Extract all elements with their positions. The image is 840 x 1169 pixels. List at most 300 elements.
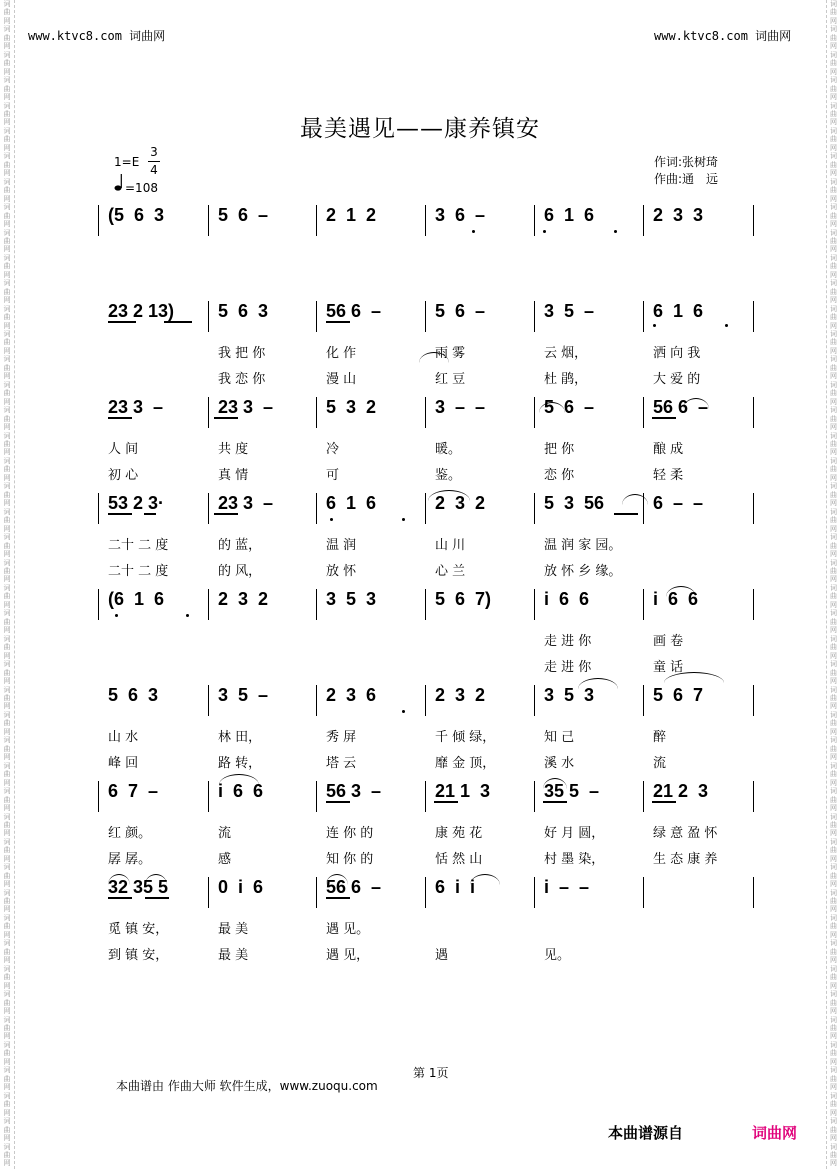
measure: 3 6 – [435, 205, 486, 225]
watermark-glyph: 词 曲 网 [830, 482, 837, 508]
watermark-glyph: 词 曲 网 [830, 406, 837, 432]
site-name-left: 词曲网 [129, 29, 166, 43]
beam-underline [108, 321, 136, 323]
watermark-glyph: 词 曲 网 [3, 482, 11, 508]
lyric-segment: 童 话 [653, 660, 684, 675]
left-watermark-strip [0, 0, 15, 1169]
watermark-glyph: 词 曲 网 [3, 583, 11, 609]
lyric-segment: 见。 [544, 948, 571, 963]
bar-line [534, 397, 535, 428]
bar-line [425, 589, 426, 620]
watermark-glyph: 词 曲 网 [830, 152, 837, 178]
measure: 3 – – [435, 397, 486, 417]
watermark-glyph: 词 曲 网 [830, 939, 837, 965]
watermark-glyph: 词 曲 网 [3, 964, 11, 990]
lyric-line [100, 848, 760, 867]
watermark-glyph: 词 曲 网 [830, 1117, 837, 1142]
lyric-segment: 共 度 [218, 442, 249, 457]
watermark-glyph: 词 曲 网 [3, 1015, 11, 1041]
page-number: 第 1页 [413, 1066, 449, 1080]
bar-line [753, 493, 754, 524]
bar-line [316, 397, 317, 428]
lyric-segment: 人 间 [108, 442, 139, 457]
key-signature: 1=E [114, 155, 140, 169]
bar-line [208, 685, 209, 716]
bar-line [643, 589, 644, 620]
watermark-glyph: 词 曲 网 [830, 812, 837, 838]
measure: 5 6 7) [435, 589, 492, 609]
watermark-glyph: 词 曲 网 [3, 330, 11, 355]
lyric-segment: 觅 镇 安， [108, 922, 169, 937]
lyric-segment: 温 润 家 园。 [544, 538, 622, 553]
measure: 35 5 – [544, 781, 600, 801]
watermark-glyph: 词 曲 网 [830, 355, 837, 381]
watermark-glyph: 词 曲 网 [3, 914, 11, 939]
watermark-glyph: 词 曲 网 [3, 1066, 11, 1092]
lyric-segment: 到 镇 安， [108, 948, 169, 963]
watermark-glyph: 词 曲 网 [3, 507, 11, 533]
bar-line [643, 205, 644, 236]
watermark-glyph: 词 曲 网 [830, 1041, 837, 1066]
lyric-segment: 恬 然 山 [435, 852, 483, 867]
watermark-glyph: 词 曲 网 [830, 279, 837, 305]
lyric-segment: 流 [218, 826, 232, 841]
watermark-glyph: 词 曲 网 [3, 228, 11, 254]
watermark-glyph: 词 曲 网 [830, 507, 837, 533]
bar-line [208, 589, 209, 620]
watermark-glyph: 词 曲 网 [830, 330, 837, 355]
measure: i – – [544, 877, 590, 897]
lyric-segment: 杜 鹃， [544, 372, 588, 387]
watermark-glyph: 词 曲 网 [830, 1066, 837, 1092]
watermark-glyph: 词 曲 网 [830, 431, 837, 457]
measure: 3 5 3 [326, 589, 377, 609]
lyric-segment: 云 烟， [544, 346, 588, 361]
lyric-segment: 走 进 你 [544, 634, 592, 649]
watermark-glyph: 词 曲 网 [3, 837, 11, 863]
lyric-segment: 遇 [435, 948, 449, 963]
time-signature-line [148, 161, 160, 162]
lyric-segment: 放 怀 乡 缘。 [544, 564, 622, 579]
lyric-segment: 生 态 康 养 [653, 852, 718, 867]
octave-dot [402, 710, 405, 713]
measure: 5 6 – [218, 205, 269, 225]
lyric-segment: 心 兰 [435, 564, 466, 579]
watermark-glyph: 词 曲 网 [3, 253, 11, 279]
measure: 6 – – [653, 493, 704, 513]
bar-line [425, 781, 426, 812]
lyric-line [100, 630, 760, 649]
lyric-segment: 连 你 的 [326, 826, 374, 841]
bar-line [208, 877, 209, 908]
lyric-segment: 酿 成 [653, 442, 684, 457]
lyric-segment: 秀 屏 [326, 730, 357, 745]
beam-underline [108, 897, 132, 899]
measure: 2 3 2 [218, 589, 269, 609]
bar-line [534, 493, 535, 524]
quarter-note-icon [114, 172, 124, 192]
measure: i 6 6 [218, 781, 264, 801]
watermark-glyph: 词 曲 网 [3, 380, 11, 406]
watermark-glyph: 词 曲 网 [3, 50, 11, 76]
watermark-glyph: 词 曲 网 [830, 634, 837, 660]
measure: 3 5 – [218, 685, 269, 705]
measure: 32 35 5 [108, 877, 169, 897]
right-watermark-strip [826, 0, 840, 1169]
octave-dot [614, 230, 617, 233]
beam-underline [543, 801, 567, 803]
bar-line [643, 301, 644, 332]
measure: 56 6 – [326, 301, 382, 321]
beam-underline [326, 897, 350, 899]
watermark-glyph: 词 曲 网 [3, 558, 11, 584]
lyric-segment: 冷 [326, 442, 340, 457]
lyric-segment: 二十 二 度 [108, 538, 169, 553]
site-url-left[interactable] [28, 27, 165, 44]
measure: 21 1 3 [435, 781, 491, 801]
watermark-glyph: 词 曲 网 [3, 787, 11, 812]
lyric-segment: 靡 金 顶， [435, 756, 496, 771]
bar-line [753, 397, 754, 428]
lyric-segment: 温 润 [326, 538, 357, 553]
measure: 56 6 – [326, 877, 382, 897]
bar-line [425, 685, 426, 716]
lyric-segment: 千 倾 绿， [435, 730, 496, 745]
octave-dot [402, 518, 405, 521]
bar-line [753, 877, 754, 908]
watermark-glyph: 词 曲 网 [830, 1142, 837, 1168]
watermark-glyph: 词 曲 网 [830, 990, 837, 1016]
lyric-segment: 红 豆 [435, 372, 466, 387]
lyric-line [100, 726, 760, 745]
measure: 3 5 – [544, 301, 595, 321]
bar-line [643, 877, 644, 908]
bar-line [98, 589, 99, 620]
watermark-glyph: 词 曲 网 [830, 558, 837, 584]
octave-dot [543, 230, 546, 233]
watermark-glyph: 词 曲 网 [830, 710, 837, 736]
site-url-right[interactable] [654, 27, 791, 44]
measure: 3 5 3 [544, 685, 595, 705]
lyric-segment: 醉 [653, 730, 667, 745]
watermark-glyph: 词 曲 网 [830, 914, 837, 939]
bar-line [316, 589, 317, 620]
octave-dot [330, 518, 333, 521]
lyric-line [100, 822, 760, 841]
watermark-glyph: 词 曲 网 [830, 1091, 837, 1117]
watermark-glyph: 词 曲 网 [830, 304, 837, 330]
lyric-segment: 可 [326, 468, 340, 483]
bar-line [316, 781, 317, 812]
watermark-glyph: 词 曲 网 [3, 1091, 11, 1117]
slur-mark [219, 774, 259, 785]
bar-line [753, 205, 754, 236]
measure: i 6 6 [653, 589, 699, 609]
watermark-glyph: 词 曲 网 [830, 609, 837, 635]
bar-line [643, 685, 644, 716]
source-site-link[interactable]: 词曲网 [752, 1124, 798, 1142]
watermark-glyph: 词 曲 网 [3, 1041, 11, 1066]
lyric-segment: 化 作 [326, 346, 357, 361]
watermark-glyph: 词 曲 网 [830, 837, 837, 863]
lyric-segment: 林 田， [218, 730, 262, 745]
lyric-segment: 遇 见， [326, 948, 370, 963]
beam-underline [108, 513, 132, 515]
song-title: 最美遇见——康养镇安 [300, 116, 540, 142]
bar-line [316, 301, 317, 332]
watermark-glyph: 词 曲 网 [830, 253, 837, 279]
beam-underline [214, 417, 238, 419]
watermark-glyph: 词 曲 网 [830, 583, 837, 609]
bar-line [208, 397, 209, 428]
lyric-segment: 的 蓝， [218, 538, 262, 553]
watermark-glyph: 词 曲 网 [830, 380, 837, 406]
bar-line [316, 493, 317, 524]
beam-underline [145, 897, 169, 899]
bar-line [534, 781, 535, 812]
watermark-glyph: 词 曲 网 [3, 812, 11, 838]
watermark-glyph: 词 曲 网 [830, 964, 837, 990]
measure: 23 3 – [218, 397, 274, 417]
bar-line [643, 781, 644, 812]
bar-line [643, 397, 644, 428]
watermark-glyph: 词 曲 网 [3, 355, 11, 381]
measure: (5 6 3 [108, 205, 165, 225]
watermark-glyph: 词 曲 网 [3, 660, 11, 685]
watermark-glyph: 词 曲 网 [3, 736, 11, 762]
bar-line [316, 685, 317, 716]
lyric-segment: 知 你 的 [326, 852, 374, 867]
watermark-glyph: 词 曲 网 [3, 304, 11, 330]
watermark-glyph: 词 曲 网 [3, 990, 11, 1016]
watermark-glyph: 词 曲 网 [3, 203, 11, 228]
beam-underline [164, 321, 192, 323]
watermark-glyph: 词 曲 网 [3, 609, 11, 635]
bar-line [316, 877, 317, 908]
site-url-left-text: www.ktvc8.com [28, 29, 122, 43]
watermark-glyph: 词 曲 网 [3, 431, 11, 457]
measure: 23 3 – [108, 397, 164, 417]
measure: 5 6 7 [653, 685, 704, 705]
lyric-segment: 洒 向 我 [653, 346, 701, 361]
lyric-segment: 大 爱 的 [653, 372, 701, 387]
beam-underline [326, 801, 350, 803]
score-row [100, 779, 760, 809]
beam-underline [652, 801, 676, 803]
composer: 作曲:通 远 [654, 172, 719, 186]
measure: 6 1 6 [653, 301, 704, 321]
measure: i 6 6 [544, 589, 590, 609]
lyric-segment: 二十 二 度 [108, 564, 169, 579]
lyric-segment: 放 怀 [326, 564, 357, 579]
lyric-line [100, 368, 760, 387]
lyric-segment: 最 美 [218, 922, 249, 937]
measure: 0 i 6 [218, 877, 264, 897]
lyric-segment: 最 美 [218, 948, 249, 963]
bar-line [534, 589, 535, 620]
measure: 6 1 6 [544, 205, 595, 225]
lyric-segment: 真 情 [218, 468, 249, 483]
beam-underline [144, 513, 156, 515]
bar-line [534, 205, 535, 236]
bar-line [208, 493, 209, 524]
watermark-glyph: 词 曲 网 [830, 736, 837, 762]
watermark-glyph: 词 曲 网 [3, 177, 11, 203]
watermark-glyph: 词 曲 网 [3, 0, 11, 25]
bar-line [534, 877, 535, 908]
measure: 56 6 – [653, 397, 709, 417]
watermark-glyph: 词 曲 网 [830, 888, 837, 914]
measure: 56 3 – [326, 781, 382, 801]
lyric-segment: 鉴。 [435, 468, 462, 483]
lyric-line [100, 438, 760, 457]
watermark-glyph: 词 曲 网 [830, 0, 837, 25]
watermark-glyph: 词 曲 网 [3, 761, 11, 787]
watermark-glyph: 词 曲 网 [830, 203, 837, 228]
bar-line [98, 205, 99, 236]
bar-line [753, 589, 754, 620]
watermark-glyph: 词 曲 网 [830, 126, 837, 152]
measure: 2 3 2 [435, 493, 486, 513]
watermark-glyph: 词 曲 网 [3, 406, 11, 432]
lyricist: 作词:张树琦 [654, 155, 719, 169]
beam-underline [214, 513, 238, 515]
lyric-segment: 恋 你 [544, 468, 575, 483]
watermark-glyph: 词 曲 网 [3, 126, 11, 152]
lyric-segment: 路 转， [218, 756, 262, 771]
watermark-glyph: 词 曲 网 [830, 685, 837, 711]
watermark-glyph: 词 曲 网 [830, 177, 837, 203]
watermark-glyph: 词 曲 网 [3, 533, 11, 559]
watermark-glyph: 词 曲 网 [830, 50, 837, 76]
watermark-glyph: 词 曲 网 [830, 1015, 837, 1041]
bar-line [425, 877, 426, 908]
bar-line [316, 205, 317, 236]
measure: 5 3 56 [544, 493, 605, 513]
beam-underline [652, 417, 676, 419]
time-signature-bottom: 4 [150, 163, 158, 177]
watermark-glyph: 词 曲 网 [3, 710, 11, 736]
measure: 2 3 3 [653, 205, 704, 225]
lyric-segment: 遇 见。 [326, 922, 370, 937]
measure: 6 i i [435, 877, 476, 897]
octave-dot [115, 614, 118, 617]
watermark-glyph: 词 曲 网 [830, 863, 837, 889]
score-row [100, 875, 760, 905]
beam-underline [108, 417, 132, 419]
watermark-glyph: 词 曲 网 [830, 787, 837, 812]
watermark-glyph: 词 曲 网 [3, 863, 11, 889]
bar-line [425, 301, 426, 332]
measure: 5 3 2 [326, 397, 377, 417]
lyric-segment: 把 你 [544, 442, 575, 457]
lyric-segment: 溪 水 [544, 756, 575, 771]
lyric-segment: 初 心 [108, 468, 139, 483]
measure: 2 3 6 [326, 685, 377, 705]
watermark-glyph: 词 曲 网 [3, 939, 11, 965]
measure: 5 6 3 [218, 301, 269, 321]
bar-line [753, 781, 754, 812]
measure: 2 3 2 [435, 685, 486, 705]
lyric-segment: 漫 山 [326, 372, 357, 387]
time-signature-top: 3 [150, 145, 158, 159]
lyric-line [100, 464, 760, 483]
watermark-glyph: 词 曲 网 [830, 660, 837, 685]
lyric-line [100, 534, 760, 553]
watermark-glyph: 词 曲 网 [3, 279, 11, 305]
bar-line [753, 301, 754, 332]
measure: 5 6 – [435, 301, 486, 321]
bar-line [425, 397, 426, 428]
lyric-line [100, 752, 760, 771]
bar-line [534, 301, 535, 332]
bar-line [753, 685, 754, 716]
watermark-glyph: 词 曲 网 [3, 457, 11, 482]
site-name-right: 词曲网 [755, 29, 792, 43]
watermark-glyph: 词 曲 网 [3, 634, 11, 660]
watermark-glyph: 词 曲 网 [3, 1142, 11, 1168]
watermark-glyph: 词 曲 网 [3, 25, 11, 51]
lyric-segment: 暖。 [435, 442, 462, 457]
lyric-segment: 塔 云 [326, 756, 357, 771]
watermark-glyph: 词 曲 网 [830, 76, 837, 101]
lyric-segment: 绿 意 盈 怀 [653, 826, 718, 841]
beam-underline [614, 513, 638, 515]
measure: 53 2 3· [108, 493, 165, 513]
octave-dot [725, 324, 728, 327]
lyric-segment: 红 颜。 [108, 826, 152, 841]
bar-line [208, 205, 209, 236]
bar-line [425, 205, 426, 236]
score-row [100, 587, 760, 617]
watermark-glyph: 词 曲 网 [830, 457, 837, 482]
lyric-segment: 流 [653, 756, 667, 771]
lyric-line [100, 656, 760, 675]
slur-mark [578, 678, 618, 689]
lyric-segment: 轻 柔 [653, 468, 684, 483]
bar-line [208, 301, 209, 332]
lyric-segment: 峰 回 [108, 756, 139, 771]
watermark-glyph: 词 曲 网 [3, 888, 11, 914]
score-row [100, 299, 760, 329]
watermark-glyph: 词 曲 网 [830, 533, 837, 559]
octave-dot [653, 324, 656, 327]
lyric-segment: 我 把 你 [218, 346, 266, 361]
octave-dot [186, 614, 189, 617]
lyric-segment: 好 月 圆， [544, 826, 605, 841]
watermark-glyph: 词 曲 网 [830, 228, 837, 254]
lyric-segment: 感 [218, 852, 232, 867]
beam-underline [326, 321, 350, 323]
lyric-segment: 的 风， [218, 564, 262, 579]
lyric-segment: 山 水 [108, 730, 139, 745]
bar-line [98, 781, 99, 812]
score-row [100, 395, 760, 425]
site-url-right-text: www.ktvc8.com [654, 29, 748, 43]
lyric-segment: 雨 雾 [435, 346, 466, 361]
bar-line [98, 493, 99, 524]
measure: 5 6 3 [108, 685, 159, 705]
source-label: 本曲谱源自 [608, 1124, 684, 1142]
measure: 6 1 6 [326, 493, 377, 513]
watermark-glyph: 词 曲 网 [3, 1117, 11, 1142]
measure: (6 1 6 [108, 589, 165, 609]
watermark-glyph: 词 曲 网 [3, 101, 11, 127]
measure: 5 6 – [544, 397, 595, 417]
lyric-line [100, 918, 760, 937]
measure: 6 7 – [108, 781, 159, 801]
watermark-glyph: 词 曲 网 [830, 101, 837, 127]
